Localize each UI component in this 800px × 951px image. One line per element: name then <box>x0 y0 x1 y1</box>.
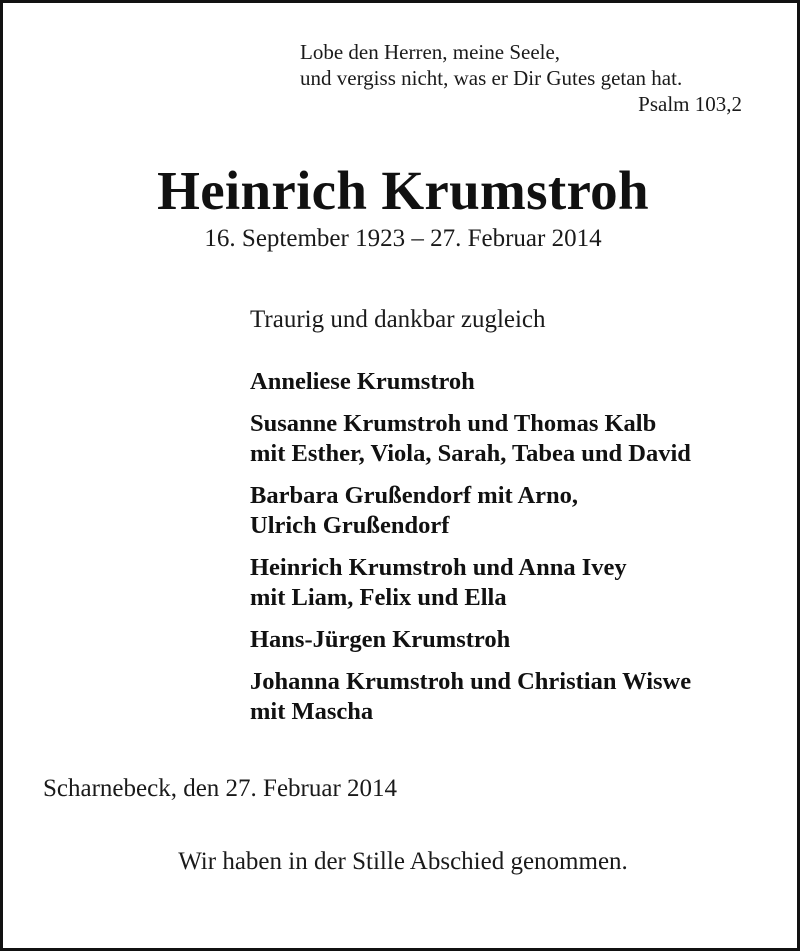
place-and-date: Scharnebeck, den 27. Februar 2014 <box>43 775 398 802</box>
mourner-line: Susanne Krumstroh und Thomas Kalb <box>250 410 657 437</box>
mourners-list <box>250 367 691 739</box>
mourner-line: mit Mascha <box>250 698 374 725</box>
mourner-line: Barbara Grußendorf mit Arno, <box>250 482 579 509</box>
mourner-line: Johanna Krumstroh und Christian Wiswe <box>250 668 692 695</box>
mourner-line: Hans-Jürgen Krumstroh <box>250 626 511 653</box>
mourner-line: Ulrich Grußendorf <box>250 512 450 539</box>
mourner-entry <box>250 409 691 469</box>
mourner-entry <box>250 367 691 397</box>
mourner-entry <box>250 553 691 613</box>
mourner-entry <box>250 667 691 727</box>
mourner-line: mit Esther, Viola, Sarah, Tabea und David <box>250 440 691 467</box>
mourner-line: Heinrich Krumstroh und Anna Ivey <box>250 554 627 581</box>
verse-line: Lobe den Herren, meine Seele, <box>300 40 561 64</box>
mourner-entry <box>250 625 691 655</box>
mourner-line: mit Liam, Felix und Ella <box>250 584 507 611</box>
verse-line: und vergiss nicht, was er Dir Gutes getan hat. <box>300 66 683 90</box>
mourner-line: Anneliese Krumstroh <box>250 368 475 395</box>
closing-line: Wir haben in der Stille Abschied genommen. <box>178 848 628 875</box>
mourner-entry <box>250 481 691 541</box>
deceased-name: Heinrich Krumstroh <box>157 160 649 221</box>
life-dates: 16. September 1923 – 27. Februar 2014 <box>204 225 602 252</box>
bible-verse <box>300 39 746 117</box>
verse-reference: Psalm 103,2 <box>638 92 742 116</box>
mourning-intro: Traurig und dankbar zugleich <box>250 306 546 333</box>
